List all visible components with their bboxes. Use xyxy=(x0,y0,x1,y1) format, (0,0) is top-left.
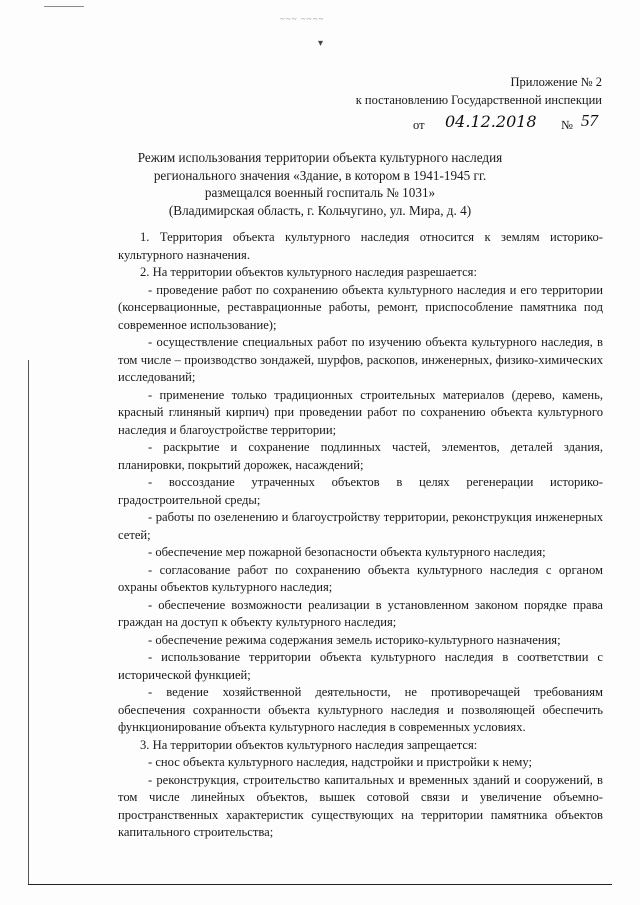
number-prefix: № xyxy=(561,118,573,132)
handwritten-number: 57 xyxy=(581,111,598,130)
body-paragraph: - снос объекта культурного наследия, надстройки и пристройки к нему; xyxy=(148,755,532,769)
body-paragraph: 1. Территория объекта культурного наследия относится к землям историко-культурного назначения. xyxy=(118,230,603,262)
annex-reference: к постановлению Государственной инспекции xyxy=(355,93,602,107)
scan-mark-line xyxy=(44,6,84,7)
document-title xyxy=(0,149,640,219)
scan-mark-text: ~~~ ~~~~ xyxy=(280,14,325,24)
title-line: регионального значения «Здание, в котором в 1941-1945 гг. xyxy=(153,167,487,183)
scan-border-bottom xyxy=(28,884,612,885)
body-paragraph: - использование территории объекта культурного наследия в соответствии с исторической функцией; xyxy=(118,650,603,682)
date-number-line xyxy=(413,112,613,136)
body-paragraph: - обеспечение возможности реализации в установленном законом порядке права граждан на доступ к объекту культурного наследия; xyxy=(118,597,603,629)
scan-mark-dot: ▾ xyxy=(318,38,324,49)
body-paragraph: - осуществление специальных работ по изучению объекта культурного наследия, в том числе – производство зондажей, шурфов, раскопов, инженерных, физико-химических исследований; xyxy=(118,335,603,384)
scan-border-left xyxy=(28,360,29,885)
body-paragraph: - применение только традиционных строительных материалов (дерево, камень, красный глиняный кирпич) при проведении работ по сохранению объекта культурного наследия и благоустройстве территории; xyxy=(118,387,603,437)
body-paragraph: - обеспечение режима содержания земель историко-культурного назначения; xyxy=(148,632,561,647)
title-line: размещался военный госпиталь № 1031» xyxy=(204,185,436,200)
title-line: Режим использования территории объекта культурного наследия xyxy=(137,150,503,165)
body-paragraph: 3. На территории объектов культурного наследия запрещается: xyxy=(140,737,478,752)
body-paragraph: - обеспечение мер пожарной безопасности объекта культурного наследия; xyxy=(148,545,546,559)
body-paragraph: - проведение работ по сохранению объекта культурного наследия и его территории (консервационные, реставрационные работы, ремонт, приспособление памятника под современное использование); xyxy=(118,282,603,332)
date-prefix: от xyxy=(413,118,425,132)
body-paragraph: - реконструкция, строительство капитальных и временных зданий и сооружений, в том числе линейных объектов, вышек сотовой связи и увеличение объемно-пространственных характеристик существующих на территории памятника объектов капитального строительства; xyxy=(118,772,603,839)
body-paragraph: 2. На территории объектов культурного наследия разрешается: xyxy=(140,265,477,279)
handwritten-date: 04.12.2018 xyxy=(445,112,537,131)
document-body xyxy=(118,229,603,842)
body-paragraph: - раскрытие и сохранение подлинных частей, элементов, деталей здания, планировки, покрытий дорожек, насаждений; xyxy=(118,440,603,472)
body-paragraph: - работы по озеленению и благоустройству территории, реконструкция инженерных сетей; xyxy=(118,510,603,542)
title-line: (Владимирская область, г. Кольчугино, ул. Мира, д. 4) xyxy=(168,202,472,218)
body-paragraph: - воссоздание утраченных объектов в целях регенерации историко-градостроительной среды; xyxy=(118,475,603,507)
body-paragraph: - согласование работ по сохранению объекта культурного наследия с органом охраны объектов культурного наследия; xyxy=(118,562,603,594)
body-paragraph: - ведение хозяйственной деятельности, не противоречащей требованиям обеспечения сохранности объекта культурного наследия и позволяющей обеспечить функционирование объекта культурного наследия в современных условиях. xyxy=(118,685,603,734)
annex-header xyxy=(356,73,602,109)
annex-title: Приложение № 2 xyxy=(510,75,602,89)
